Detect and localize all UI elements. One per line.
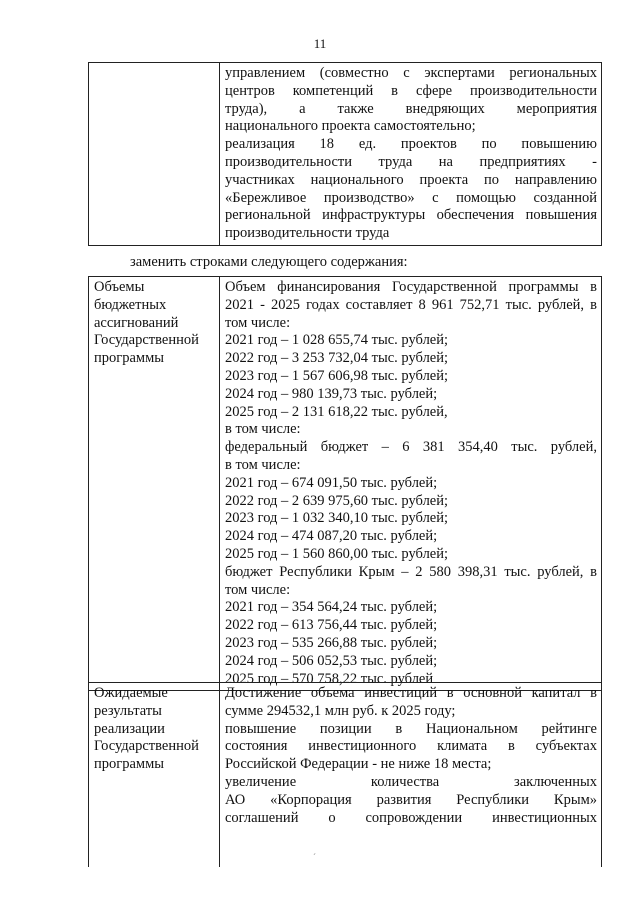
label-line: Государственной (94, 332, 199, 349)
text-line: «Бережливое производство» с помощью созданной (225, 189, 597, 206)
text-line: 2021 год – 674 091,50 тыс. рублей; (225, 474, 438, 491)
text-line: состояния инвестиционного климата в субъектах (225, 738, 597, 755)
label-line: программы (94, 756, 164, 773)
text-line: 2022 год – 3 253 732,04 тыс. рублей; (225, 350, 449, 367)
top-table (88, 62, 602, 246)
text-line: 2024 год – 474 087,20 тыс. рублей; (225, 528, 438, 545)
table-row (89, 683, 602, 868)
budget-label-cell (89, 277, 220, 691)
top-left-cell (89, 63, 220, 246)
text-line: управлением (совместно с экспертами региональных (225, 65, 597, 81)
intro-text: заменить строками следующего содержания: (130, 254, 408, 270)
text-line: труда), а также внедряющих мероприятия (225, 100, 597, 117)
text-line: центров компетенций в сфере производительности (225, 82, 597, 99)
label-line: Государственной (94, 738, 199, 755)
table-row (89, 63, 602, 246)
text-line: 2021 год – 354 564,24 тыс. рублей; (225, 599, 438, 616)
table-row (89, 277, 602, 691)
text-line: 2022 год – 613 756,44 тыс. рублей; (225, 617, 438, 634)
text-line: в том числе: (225, 456, 301, 473)
text-line: 2021 - 2025 годах составляет 8 961 752,71 тыс. рублей, в (225, 296, 597, 313)
text-line: АО «Корпорация развития Республики Крым» (225, 791, 597, 808)
budget-content-cell (220, 277, 602, 691)
text-line: федеральный бюджет – 6 381 354,40 тыс. рублей, (225, 439, 597, 456)
label-line: результаты (94, 702, 162, 719)
text-line: 2023 год – 535 266,88 тыс. рублей; (225, 634, 438, 651)
scan-mark: ˊ (313, 852, 316, 862)
text-line: в том числе: (225, 421, 301, 438)
text-line: 2023 год – 1 567 606,98 тыс. рублей; (225, 367, 449, 384)
label-line: ассигнований (94, 314, 179, 331)
text-line: участниках национального проекта по направлению (225, 171, 597, 188)
text-line: 2022 год – 2 639 975,60 тыс. рублей; (225, 492, 449, 509)
results-content-cell (220, 683, 602, 868)
text-line: 2025 год – 1 560 860,00 тыс. рублей; (225, 545, 449, 562)
text-line: увеличение количества заключенных (225, 773, 597, 790)
text-line: производительности труда на предприятиях - (225, 153, 597, 170)
text-line: соглашений о сопровождении инвестиционных (225, 809, 597, 826)
text-line: Российской Федерации - не ниже 18 места; (225, 756, 492, 773)
text-line: Объем финансирования Государственной программы в (225, 279, 597, 295)
text-line: 2025 год – 570 758,22 тыс. рублей (225, 670, 434, 687)
label-line: реализации (94, 720, 165, 737)
text-line: сумме 294532,1 млн руб. к 2025 году; (225, 702, 456, 719)
text-line: Достижение объема инвестиций в основной капитал в (225, 685, 597, 701)
text-line: 2025 год – 2 131 618,22 тыс. рублей, (225, 403, 448, 420)
label-line: Ожидаемые (94, 685, 168, 701)
budget-table (88, 276, 602, 691)
text-line: бюджет Республики Крым – 2 580 398,31 тыс. рублей, в (225, 563, 597, 580)
page-number: 11 (313, 36, 327, 51)
text-line: том числе: (225, 314, 291, 331)
text-line: 2024 год – 980 139,73 тыс. рублей; (225, 385, 438, 402)
text-line: 2024 год – 506 052,53 тыс. рублей; (225, 652, 438, 669)
text-line: реализация 18 ед. проектов по повышению (225, 136, 597, 153)
top-right-cell (220, 63, 602, 246)
text-line: региональной инфраструктуры обеспечения повышения (225, 207, 597, 224)
text-line: производительности труда (225, 225, 390, 242)
label-line: программы (94, 350, 164, 367)
label-line: Объемы бюджетных (94, 279, 167, 313)
text-line: 2021 год – 1 028 655,74 тыс. рублей; (225, 332, 449, 349)
text-line: том числе: (225, 581, 291, 598)
text-line: повышение позиции в Национальном рейтинге (225, 720, 597, 737)
text-line: 2023 год – 1 032 340,10 тыс. рублей; (225, 510, 449, 527)
text-line: национального проекта самостоятельно; (225, 118, 476, 135)
results-label-cell (89, 683, 220, 868)
results-table (88, 682, 602, 867)
